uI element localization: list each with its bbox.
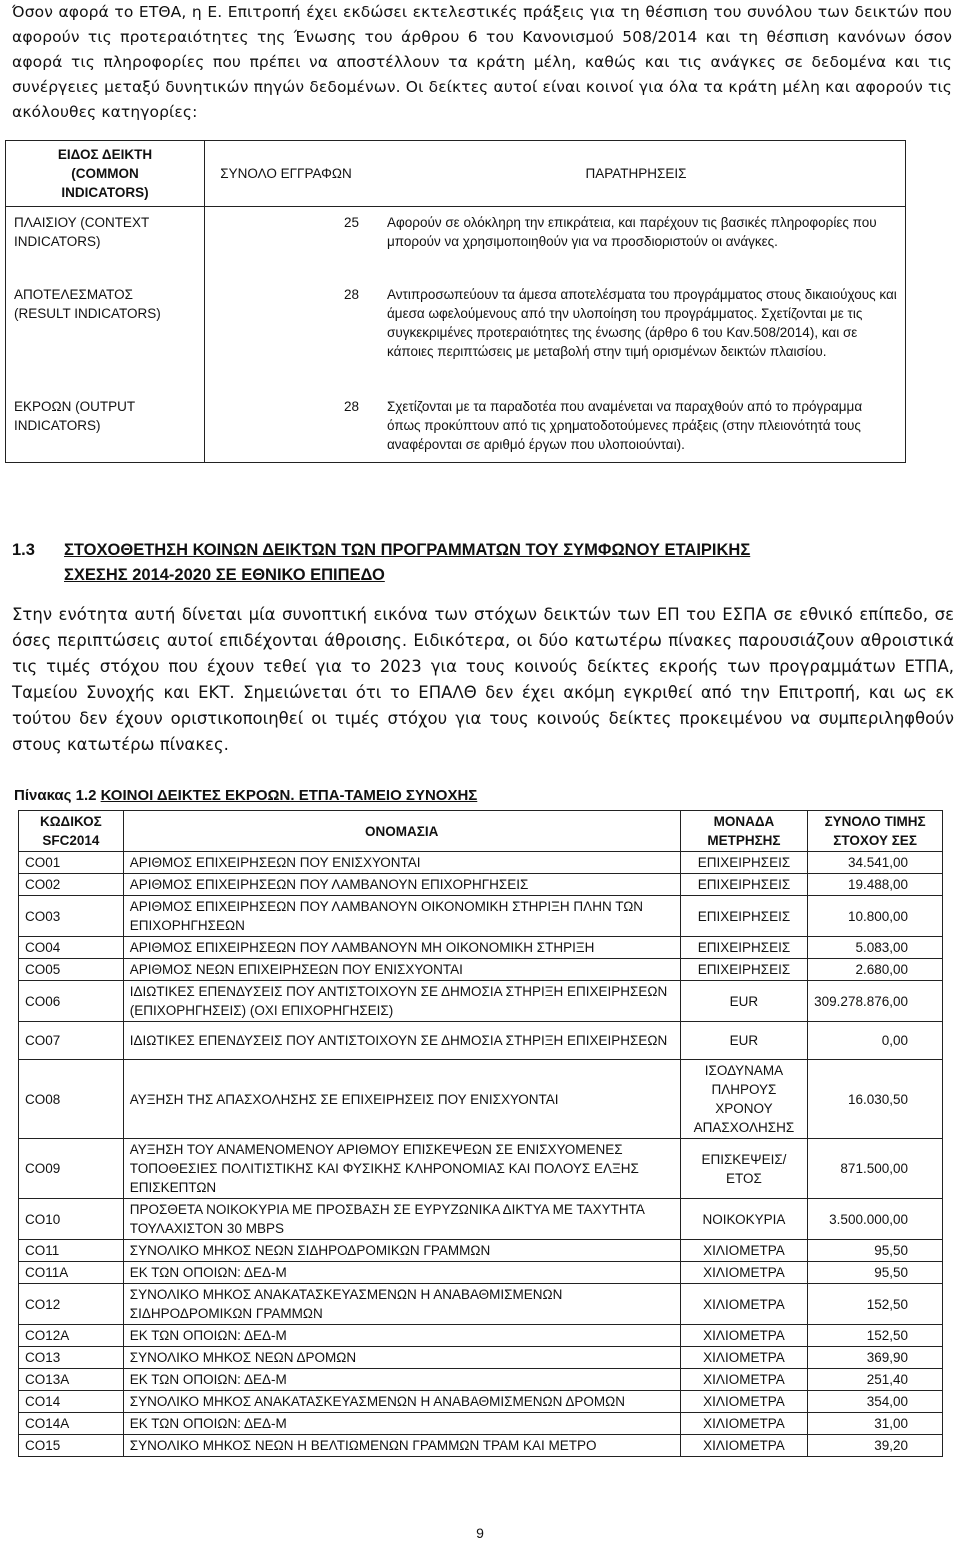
section-number: 1.3 xyxy=(12,541,35,559)
table-row xyxy=(19,981,943,1022)
row-type xyxy=(6,207,205,280)
table-row xyxy=(19,852,943,874)
header-code-line2: SFC2014 xyxy=(42,833,100,848)
table-row xyxy=(19,1240,943,1262)
table1-row-output xyxy=(6,391,906,463)
indicator-code: CO13A xyxy=(19,1369,124,1391)
indicator-target: 2.680,00 xyxy=(808,959,943,981)
indicator-name: ΑΡΙΘΜΟΣ ΕΠΙΧΕΙΡΗΣΕΩΝ ΠΟΥ ΕΝΙΣΧΥΟΝΤΑΙ xyxy=(123,852,680,874)
row-total: 28 xyxy=(343,287,359,302)
indicator-name: ΣΥΝΟΛΙΚΟ ΜΗΚΟΣ ΑΝΑΚΑΤΑΣΚΕΥΑΣΜΕΝΩΝ Η ΑΝΑΒΑΘΜΙΣΜΕΝΩΝ ΔΡΟΜΩΝ xyxy=(123,1391,680,1413)
indicator-unit: ΧΙΛΙΟΜΕΤΡΑ xyxy=(680,1262,807,1284)
indicator-target: 369,90 xyxy=(808,1347,943,1369)
indicator-code: CO15 xyxy=(19,1435,124,1457)
indicator-unit: ΙΣΟΔΥΝΑΜΑ ΠΛΗΡΟΥΣ ΧΡΟΝΟΥ ΑΠΑΣΧΟΛΗΣΗΣ xyxy=(680,1060,807,1139)
row-total: 28 xyxy=(205,391,368,463)
indicator-name: ΑΡΙΘΜΟΣ ΝΕΩΝ ΕΠΙΧΕΙΡΗΣΕΩΝ ΠΟΥ ΕΝΙΣΧΥΟΝΤΑΙ xyxy=(123,959,680,981)
section-text: Στην ενότητα αυτή δίνεται μία συνοπτική εικόνα των στόχων δεικτών των ΕΠ του ΕΣΠΑ σε εθνικό επίπεδο, σε όσες περιπτώσεις αυτοί επιδέχονται άθροισης. Ειδικότερα, οι δύο κατωτέρω πίνακες παρουσιάζουν αθροιστικά τις τιμές στόχου που έχουν τεθεί για το 2023 για τους κοινούς δείκτες εκροής των προγραμμάτων ΕΤΠΑ, Ταμείου Συνοχής και ΕΚΤ. Σημειώνεται ότι το ΕΠΑΛΘ δεν έχει ακόμη εγκριθεί από την Επιτροπή, και ως εκ τούτου δεν έχουν οριστικοποιηθεί οι τιμές στόχου για τους κοινούς δείκτες προκειμένου να συμπεριληφθούν στους κατωτέρω πίνακες. xyxy=(12,605,954,754)
indicator-name: ΑΥΞΗΣΗ ΤΟΥ ΑΝΑΜΕΝΟΜΕΝΟΥ ΑΡΙΘΜΟΥ ΕΠΙΣΚΕΨΕΩΝ ΣΕ ΕΝΙΣΧΥΟΜΕΝΕΣ ΤΟΠΟΘΕΣΙΕΣ ΠΟΛΙΤΙΣΤΙΚΗΣ ΚΑΙ ΦΥΣΙΚΗΣ ΚΛΗΡΟΝΟΜΙΑΣ ΚΑΙ ΠΟΛΟΥΣ ΕΛΞΗΣ ΕΠΙΣΚΕΠΤΩΝ xyxy=(123,1139,680,1199)
table-row xyxy=(19,1369,943,1391)
table2-caption xyxy=(14,787,477,804)
indicator-code: CO09 xyxy=(19,1139,124,1199)
header-target-line1: ΣΥΝΟΛΟ ΤΙΜΗΣ xyxy=(824,814,926,829)
table-row xyxy=(19,1347,943,1369)
indicator-code: CO14A xyxy=(19,1413,124,1435)
header-target-line2: ΣΤΟΧΟΥ ΣΕΣ xyxy=(833,833,917,848)
indicator-name: ΕΚ ΤΩΝ ΟΠΟΙΩΝ: ΔΕΔ-Μ xyxy=(123,1262,680,1284)
section-title-line2: ΣΧΕΣΗΣ 2014-2020 ΣΕ ΕΘΝΙΚΟ ΕΠΙΠΕΔΟ xyxy=(64,566,385,584)
header-unit-line1: ΜΟΝΑΔΑ xyxy=(713,814,775,829)
indicator-unit: ΧΙΛΙΟΜΕΤΡΑ xyxy=(680,1435,807,1457)
row-total: 25 xyxy=(343,215,359,230)
indicator-code: CO08 xyxy=(19,1060,124,1139)
table2-body xyxy=(19,852,943,1457)
indicator-unit: ΕΠΙΧΕΙΡΗΣΕΙΣ xyxy=(680,874,807,896)
indicator-unit: ΧΙΛΙΟΜΕΤΡΑ xyxy=(680,1369,807,1391)
indicator-code: CO03 xyxy=(19,896,124,937)
section-heading xyxy=(12,538,942,588)
indicator-name: ΕΚ ΤΩΝ ΟΠΟΙΩΝ: ΔΕΔ-Μ xyxy=(123,1413,680,1435)
indicator-unit: ΧΙΛΙΟΜΕΤΡΑ xyxy=(680,1240,807,1262)
table-row xyxy=(19,1022,943,1060)
table1-header-total: ΣΥΝΟΛΟ ΕΓΓΡΑΦΩΝ xyxy=(205,141,368,207)
indicator-unit: EUR xyxy=(680,1022,807,1060)
row-remarks: Σχετίζονται με τα παραδοτέα που αναμένεται να παραχθούν από το πρόγραμμα όπως προκύπτουν από τις χρηματοδοτούμενες πράξεις (στην πλειονότητά τους αναφέρονται σε αριθμό έργων που υλοποιούνται). xyxy=(367,391,906,463)
indicator-code: CO11A xyxy=(19,1262,124,1284)
table1-row-context xyxy=(6,207,906,280)
indicator-name: ΣΥΝΟΛΙΚΟ ΜΗΚΟΣ ΑΝΑΚΑΤΑΣΚΕΥΑΣΜΕΝΩΝ Η ΑΝΑΒΑΘΜΙΣΜΕΝΩΝ ΣΙΔΗΡΟΔΡΟΜΙΚΩΝ ΓΡΑΜΜΩΝ xyxy=(123,1284,680,1325)
indicator-name: ΑΡΙΘΜΟΣ ΕΠΙΧΕΙΡΗΣΕΩΝ ΠΟΥ ΛΑΜΒΑΝΟΥΝ ΟΙΚΟΝΟΜΙΚΗ ΣΤΗΡΙΞΗ ΠΛΗΝ ΤΩΝ ΕΠΙΧΟΡΗΓΗΣΕΩΝ xyxy=(123,896,680,937)
header-type-line3: INDICATORS) xyxy=(61,185,149,200)
row-type-line2: INDICATORS) xyxy=(14,418,101,433)
indicator-target: 354,00 xyxy=(808,1391,943,1413)
header-type-line2: (COMMON xyxy=(71,166,139,181)
table-row xyxy=(19,1325,943,1347)
page-number: 9 xyxy=(476,1525,484,1541)
indicator-name: ΣΥΝΟΛΙΚΟ ΜΗΚΟΣ ΝΕΩΝ Η ΒΕΛΤΙΩΜΕΝΩΝ ΓΡΑΜΜΩΝ ΤΡΑΜ ΚΑΙ ΜΕΤΡΟ xyxy=(123,1435,680,1457)
indicator-unit: ΧΙΛΙΟΜΕΤΡΑ xyxy=(680,1284,807,1325)
indicator-unit: ΧΙΛΙΟΜΕΤΡΑ xyxy=(680,1347,807,1369)
row-remarks: Αφορούν σε ολόκληρη την επικράτεια, και παρέχουν τις βασικές πληροφορίες που μπορούν να χρησιμοποιηθούν για να προσδιοριστούν οι ανάγκες. xyxy=(367,207,906,280)
indicator-target: 251,40 xyxy=(808,1369,943,1391)
table1-row-result xyxy=(6,279,906,391)
indicator-unit: ΧΙΛΙΟΜΕΤΡΑ xyxy=(680,1413,807,1435)
table-row xyxy=(19,1060,943,1139)
indicator-code: CO13 xyxy=(19,1347,124,1369)
table-row xyxy=(19,896,943,937)
indicator-name: ΕΚ ΤΩΝ ΟΠΟΙΩΝ: ΔΕΔ-Μ xyxy=(123,1325,680,1347)
indicator-target: 19.488,00 xyxy=(808,874,943,896)
indicator-unit: ΧΙΛΙΟΜΕΤΡΑ xyxy=(680,1391,807,1413)
indicator-target: 16.030,50 xyxy=(808,1060,943,1139)
indicator-unit: ΝΟΙΚΟΚΥΡΙΑ xyxy=(680,1199,807,1240)
table-row xyxy=(19,1284,943,1325)
indicator-code: CO12 xyxy=(19,1284,124,1325)
table-row xyxy=(19,1139,943,1199)
header-unit-line2: ΜΕΤΡΗΣΗΣ xyxy=(707,833,781,848)
indicator-categories-table xyxy=(5,140,906,463)
table-row xyxy=(19,937,943,959)
table2-header-row xyxy=(19,811,943,852)
indicator-code: CO07 xyxy=(19,1022,124,1060)
output-indicators-table xyxy=(18,810,943,1457)
indicator-target: 31,00 xyxy=(808,1413,943,1435)
header-code xyxy=(19,811,124,852)
indicator-target: 0,00 xyxy=(808,1022,943,1060)
table-row xyxy=(19,1413,943,1435)
table1-header-type xyxy=(6,141,205,207)
indicator-target: 95,50 xyxy=(808,1262,943,1284)
caption-prefix: Πίνακας 1.2 xyxy=(14,787,101,804)
intro-paragraph xyxy=(12,0,952,125)
indicator-code: CO14 xyxy=(19,1391,124,1413)
table-row xyxy=(19,1435,943,1457)
indicator-name: ΣΥΝΟΛΙΚΟ ΜΗΚΟΣ ΝΕΩΝ ΣΙΔΗΡΟΔΡΟΜΙΚΩΝ ΓΡΑΜΜΩΝ xyxy=(123,1240,680,1262)
indicator-target: 152,50 xyxy=(808,1325,943,1347)
table1-header-remarks: ΠΑΡΑΤΗΡΗΣΕΙΣ xyxy=(367,141,906,207)
indicator-unit: ΧΙΛΙΟΜΕΤΡΑ xyxy=(680,1325,807,1347)
table-row xyxy=(19,959,943,981)
indicator-name: ΑΡΙΘΜΟΣ ΕΠΙΧΕΙΡΗΣΕΩΝ ΠΟΥ ΛΑΜΒΑΝΟΥΝ ΕΠΙΧΟΡΗΓΗΣΕΙΣ xyxy=(123,874,680,896)
intro-text: Όσον αφορά το ΕΤΘΑ, η Ε. Επιτροπή έχει εκδώσει εκτελεστικές πράξεις για τη θέσπιση του συνόλου των δεικτών που αφορούν τις προτεραιότητες της Ένωσης του άρθρου 6 του Κανονισμού 508/2014 και τη θέσπιση κανόνων όσον αφορά τις πληροφορίες που πρέπει να αποστέλλουν τα κράτη μέλη, καθώς και τις ανάγκες σε δεδομένα και τις συνέργειες μεταξύ δυνητικών πηγών δεδομένων. Οι δείκτες αυτοί είναι κοινοί για όλα τα κράτη μέλη και αφορούν τις ακόλουθες κατηγορίες: xyxy=(12,3,952,121)
indicator-code: CO12A xyxy=(19,1325,124,1347)
indicator-unit: ΕΠΙΣΚΕΨΕΙΣ/ΕΤΟΣ xyxy=(680,1139,807,1199)
table1-header-row xyxy=(6,141,906,207)
header-code-line1: ΚΩΔΙΚΟΣ xyxy=(39,814,102,829)
indicator-code: CO01 xyxy=(19,852,124,874)
indicator-target: 39,20 xyxy=(808,1435,943,1457)
row-type-line2: INDICATORS) xyxy=(14,234,101,249)
header-unit xyxy=(680,811,807,852)
indicator-code: CO11 xyxy=(19,1240,124,1262)
indicator-target: 5.083,00 xyxy=(808,937,943,959)
row-type-line2: (RESULT INDICATORS) xyxy=(14,306,161,321)
indicator-target: 152,50 xyxy=(808,1284,943,1325)
row-type-line1: ΑΠΟΤΕΛΕΣΜΑΤΟΣ xyxy=(14,287,133,302)
section-title-line1: ΣΤΟΧΟΘΕΤΗΣΗ ΚΟΙΝΩΝ ΔΕΙΚΤΩΝ ΤΩΝ ΠΡΟΓΡΑΜΜΑΤΩΝ ΤΟΥ ΣΥΜΦΩΝΟΥ ΕΤΑΙΡΙΚΗΣ xyxy=(64,541,751,559)
header-target xyxy=(808,811,943,852)
row-type-line1: ΕΚΡΟΩΝ (OUTPUT xyxy=(14,399,136,414)
indicator-name: ΑΥΞΗΣΗ ΤΗΣ ΑΠΑΣΧΟΛΗΣΗΣ ΣΕ ΕΠΙΧΕΙΡΗΣΕΙΣ ΠΟΥ ΕΝΙΣΧΥΟΝΤΑΙ xyxy=(123,1060,680,1139)
indicator-code: CO05 xyxy=(19,959,124,981)
header-type-line1: ΕΙΔΟΣ ΔΕΙΚΤΗ xyxy=(57,147,153,162)
indicator-name: ΣΥΝΟΛΙΚΟ ΜΗΚΟΣ ΝΕΩΝ ΔΡΟΜΩΝ xyxy=(123,1347,680,1369)
table-row xyxy=(19,1262,943,1284)
row-type xyxy=(6,391,205,463)
indicator-target: 871.500,00 xyxy=(808,1139,943,1199)
table-row xyxy=(19,1199,943,1240)
indicator-target: 3.500.000,00 xyxy=(808,1199,943,1240)
row-type xyxy=(6,279,205,391)
indicator-target: 95,50 xyxy=(808,1240,943,1262)
indicator-target: 309.278.876,00 xyxy=(808,981,943,1022)
caption-title: ΚΟΙΝΟΙ ΔΕΙΚΤΕΣ ΕΚΡΟΩΝ. ΕΤΠΑ-ΤΑΜΕΙΟ ΣΥΝΟΧΗΣ xyxy=(100,787,478,804)
indicator-name: ΑΡΙΘΜΟΣ ΕΠΙΧΕΙΡΗΣΕΩΝ ΠΟΥ ΛΑΜΒΑΝΟΥΝ ΜΗ ΟΙΚΟΝΟΜΙΚΗ ΣΤΗΡΙΞΗ xyxy=(123,937,680,959)
indicator-name: ΙΔΙΩΤΙΚΕΣ ΕΠΕΝΔΥΣΕΙΣ ΠΟΥ ΑΝΤΙΣΤΟΙΧΟΥΝ ΣΕ ΔΗΜΟΣΙΑ ΣΤΗΡΙΞΗ ΕΠΙΧΕΙΡΗΣΕΩΝ (ΕΠΙΧΟΡΗΓΗΣΕΙΣ) (ΟΧΙ ΕΠΙΧΟΡΗΓΗΣΕΙΣ) xyxy=(123,981,680,1022)
row-type-line1: ΠΛΑΙΣΙΟΥ (CONTEXT xyxy=(14,215,150,230)
indicator-code: CO10 xyxy=(19,1199,124,1240)
indicator-name: ΕΚ ΤΩΝ ΟΠΟΙΩΝ: ΔΕΔ-Μ xyxy=(123,1369,680,1391)
table-row xyxy=(19,874,943,896)
header-name: ΟΝΟΜΑΣΙΑ xyxy=(123,811,680,852)
indicator-name: ΠΡΟΣΘΕΤΑ ΝΟΙΚΟΚΥΡΙΑ ΜΕ ΠΡΟΣΒΑΣΗ ΣΕ ΕΥΡΥΖΩΝΙΚΑ ΔΙΚΤΥΑ ΜΕ ΤΑΧΥΤΗΤΑ ΤΟΥΛΑΧΙΣΤΟΝ 30 MBPS xyxy=(123,1199,680,1240)
indicator-code: CO06 xyxy=(19,981,124,1022)
indicator-target: 34.541,00 xyxy=(808,852,943,874)
table-row xyxy=(19,1391,943,1413)
section-paragraph xyxy=(12,602,954,758)
row-remarks: Αντιπροσωπεύουν τα άμεσα αποτελέσματα του προγράμματος στους δικαιούχους και άμεσα ωφελούμενους από την υλοποίηση του προγράμματος. Σχετίζονται με τις συγκεκριμένες προτεραιότητες της ένωσης (άρθρο 6 του Καν.508/2014), και σε κάποιες περιπτώσεις με μεταβολή στην τιμή ορισμένων δεικτών πλαισίου. xyxy=(367,279,906,391)
indicator-target: 10.800,00 xyxy=(808,896,943,937)
indicator-unit: ΕΠΙΧΕΙΡΗΣΕΙΣ xyxy=(680,896,807,937)
indicator-code: CO02 xyxy=(19,874,124,896)
indicator-name: ΙΔΙΩΤΙΚΕΣ ΕΠΕΝΔΥΣΕΙΣ ΠΟΥ ΑΝΤΙΣΤΟΙΧΟΥΝ ΣΕ ΔΗΜΟΣΙΑ ΣΤΗΡΙΞΗ ΕΠΙΧΕΙΡΗΣΕΩΝ xyxy=(123,1022,680,1060)
indicator-unit: ΕΠΙΧΕΙΡΗΣΕΙΣ xyxy=(680,937,807,959)
indicator-unit: ΕΠΙΧΕΙΡΗΣΕΙΣ xyxy=(680,959,807,981)
indicator-unit: EUR xyxy=(680,981,807,1022)
indicator-unit: ΕΠΙΧΕΙΡΗΣΕΙΣ xyxy=(680,852,807,874)
indicator-code: CO04 xyxy=(19,937,124,959)
